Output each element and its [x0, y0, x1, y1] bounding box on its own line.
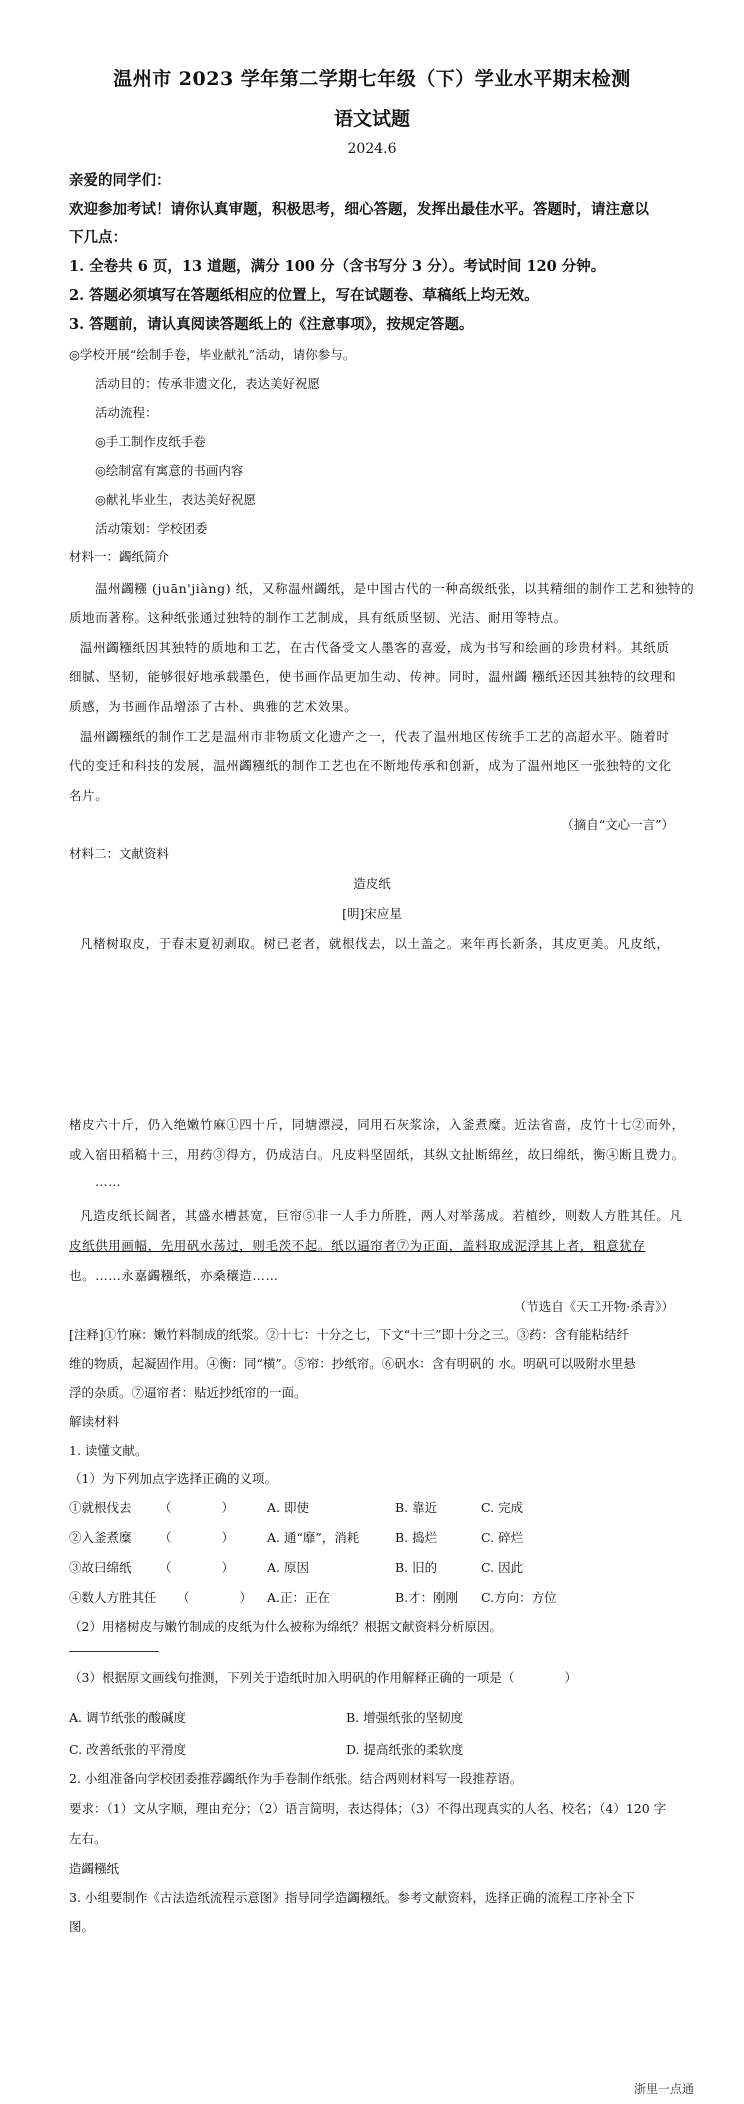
answer-line[interactable] [69, 1651, 159, 1652]
material-1-label: 材料一：蠲纸简介 [69, 549, 170, 564]
activity-intro: ◎学校开展“绘制手卷，毕业献礼”活动，请你参与。 [69, 347, 356, 362]
option-item: ③故曰绵纸 [69, 1560, 132, 1575]
intro-line-1: 欢迎参加考试！请你认真审题，积极思考，细心答题，发挥出最佳水平。答题时，请注意以 [69, 201, 649, 218]
question-1-3: （3）根据原文画线句推测，下列关于造纸时加入明矾的作用解释正确的一项是（ ） [69, 1670, 577, 1685]
question-1: 1. 读懂文献。 [69, 1443, 148, 1458]
activity-flow-item: ◎手工制作皮纸手卷 [95, 434, 206, 449]
instruction-item: 3. 答题前，请认真阅读答题纸上的《注意事项》，按规定答题。 [69, 316, 474, 333]
option-item: ②入釜煮糜 [69, 1530, 132, 1545]
option-a: A. 原因 [267, 1560, 309, 1575]
material-2-source: （节选自《天工开物·杀青》） [513, 1299, 674, 1314]
material-2-underlined-line: 皮纸供用画幅，先用矾水荡过，则毛茨不起。纸以逼帘者⑦为正面，盖料取成泥浮其上者，粗意犹存 [69, 1238, 646, 1253]
option-row [69, 1528, 523, 1546]
material-2-title: 造皮纸 [353, 876, 391, 891]
question-1-1: （1）为下列加点字选择正确的义项。 [69, 1471, 277, 1486]
section-heading: 解读材料 [69, 1414, 120, 1429]
option-row [69, 1498, 523, 1516]
activity-flow-item: ◎绘制富有寓意的书画内容 [95, 463, 244, 478]
watermark-footer: 浙里一点通 [633, 2082, 694, 2096]
material-1-source: （摘自“文心一言”） [561, 817, 674, 832]
choice-option[interactable]: C. 改善纸张的平滑度 [69, 1742, 187, 1757]
intro-line-2: 下几点： [69, 229, 127, 246]
instruction-item: 1. 全卷共 6 页，13 道题，满分 100 分（含书写分 3 分）。考试时间 120 分钟。 [69, 258, 606, 275]
question-2-requirements: 要求：（1）文从字顺，理由充分；（2）语言简明，表达得体；（3）不得出现真实的人名、校名；（4）120 字 [69, 1801, 667, 1816]
material-2-label: 材料二：文献资料 [69, 846, 170, 861]
option-b: B. 靠近 [395, 1500, 438, 1515]
annotation-line: 浮的杂质。⑦逼帘者：贴近抄纸帘的一面。 [69, 1385, 307, 1400]
choice-option[interactable]: A. 调节纸张的酸碱度 [69, 1710, 186, 1725]
answer-blank[interactable]: （ ） [159, 1500, 235, 1515]
question-2-requirements: 左右。 [69, 1831, 107, 1846]
activity-purpose: 活动目的：传承非遗文化，表达美好祝愿 [95, 376, 321, 391]
option-c: C. 完成 [481, 1500, 524, 1515]
section-heading: 造蠲糨纸 [69, 1861, 120, 1876]
material-1-line: 代的变迁和科技的发展，温州蠲糨纸的制作工艺也在不断地传承和创新，成为了温州地区一张独特的文化 [69, 758, 672, 773]
annotation-line: [注释]①竹麻：嫩竹料制成的纸浆。②十七：十分之七，下文“十三”即十分之三。③药：含有能粘结纤 [69, 1327, 630, 1342]
exam-date: 2024.6 [347, 141, 397, 157]
option-c: C.方向：方位 [481, 1590, 557, 1605]
material-1-line: 温州蠲糨纸因其独特的质地和工艺，在古代备受文人墨客的喜爱，成为书写和绘画的珍贵材料。其纸质 [80, 640, 670, 655]
material-2-author: [明]宋应星 [342, 906, 402, 921]
question-1-2: （2）用楮树皮与嫩竹制成的皮纸为什么被称为绵纸？根据文献资料分析原因。 [69, 1619, 502, 1634]
activity-flow-label: 活动流程： [95, 405, 158, 420]
answer-blank[interactable]: （ ） [159, 1560, 235, 1575]
answer-blank[interactable]: （ ） [177, 1590, 253, 1605]
question-3: 3. 小组要制作《古法造纸流程示意图》指导同学造蠲糨纸。参考文献资料，选择正确的流程工序补全下 [69, 1890, 635, 1905]
question-3: 图。 [69, 1919, 95, 1934]
answer-blank[interactable]: （ ） [159, 1530, 235, 1545]
material-1-line: 名片。 [69, 788, 109, 803]
option-row [69, 1588, 557, 1606]
material-2-line: 或入宿田稻稿十三，用药③得方，仍成洁白。凡皮料坚固纸，其纵文扯断绵丝，故曰绵纸，衡④断且费力。 [69, 1147, 685, 1162]
option-b: B. 旧的 [395, 1560, 438, 1575]
material-2-ellipsis: …… [95, 1174, 122, 1189]
option-row [69, 1558, 523, 1576]
option-a: A. 通“靡”，消耗 [267, 1530, 360, 1545]
option-b: B.才：刚刚 [395, 1590, 459, 1605]
activity-planner: 活动策划：学校团委 [95, 521, 208, 536]
option-item: ④数人方胜其任 [69, 1590, 157, 1605]
option-c: C. 因此 [481, 1560, 524, 1575]
material-1-line: 细腻、坚韧，能够很好地承载墨色，使书画作品更加生动、传神。同时，温州蠲 糨纸还因其独特的纹理和 [69, 669, 677, 684]
option-a: A.正：正在 [267, 1590, 331, 1605]
choice-option[interactable]: B. 增强纸张的坚韧度 [346, 1710, 464, 1725]
exam-subject: 语文试题 [333, 108, 410, 130]
choice-option[interactable]: D. 提高纸张的柔软度 [346, 1742, 464, 1757]
activity-flow-item: ◎献礼毕业生，表达美好祝愿 [95, 492, 256, 507]
material-1-line: 质地而著称。这种纸张通过独特的制作工艺制成，具有纸质坚韧、光洁、耐用等特点。 [69, 610, 567, 625]
option-item: ①就根伐去 [69, 1500, 132, 1515]
material-2-line: 楮皮六十斤，仍入绝嫩竹麻①四十斤，同塘漂浸，同用石灰浆涂，入釜煮糜。近法省啬，皮竹十七②而外， [69, 1117, 685, 1132]
option-a: A. 即使 [267, 1500, 309, 1515]
greeting: 亲爱的同学们： [69, 172, 171, 189]
material-2-line: 凡造皮纸长阔者，其盛水槽甚宽，巨帘⑤非一人手力所胜，两人对举荡成。若植纱，则数人方胜其任。凡 [80, 1208, 683, 1223]
material-2-line: 也。……永嘉蠲糨纸，亦桑穰造…… [69, 1268, 279, 1283]
material-1-line: 温州蠲糨 (juān'jiàng) 纸，又称温州蠲纸，是中国古代的一种高级纸张，以其精细的制作工艺和独特的 [95, 581, 695, 596]
material-1-line: 温州蠲糨纸的制作工艺是温州市非物质文化遗产之一，代表了温州地区传统手工艺的高超水平。随着时 [80, 729, 670, 744]
exam-title: 温州市 2023 学年第二学期七年级（下）学业水平期末检测 [113, 68, 631, 90]
option-b: B. 捣烂 [395, 1530, 438, 1545]
material-2-line: 凡楮树取皮，于春末夏初剥取。树已老者，就根伐去，以土盖之。来年再长新条，其皮更美。凡皮纸， [80, 936, 670, 951]
annotation-line: 维的物质，起凝固作用。④衡：同“横”。⑤帘：抄纸帘。⑥矾水：含有明矾的 水。明矾可以吸附水里悬 [69, 1356, 636, 1371]
material-1-line: 质感，为书画作品增添了古朴、典雅的艺术效果。 [69, 699, 358, 714]
instruction-item: 2. 答题必须填写在答题纸相应的位置上，写在试题卷、草稿纸上均无效。 [69, 287, 539, 304]
option-c: C. 碎烂 [481, 1530, 524, 1545]
question-2: 2. 小组准备向学校团委推荐蠲纸作为手卷制作纸张。结合两则材料写一段推荐语。 [69, 1771, 523, 1786]
